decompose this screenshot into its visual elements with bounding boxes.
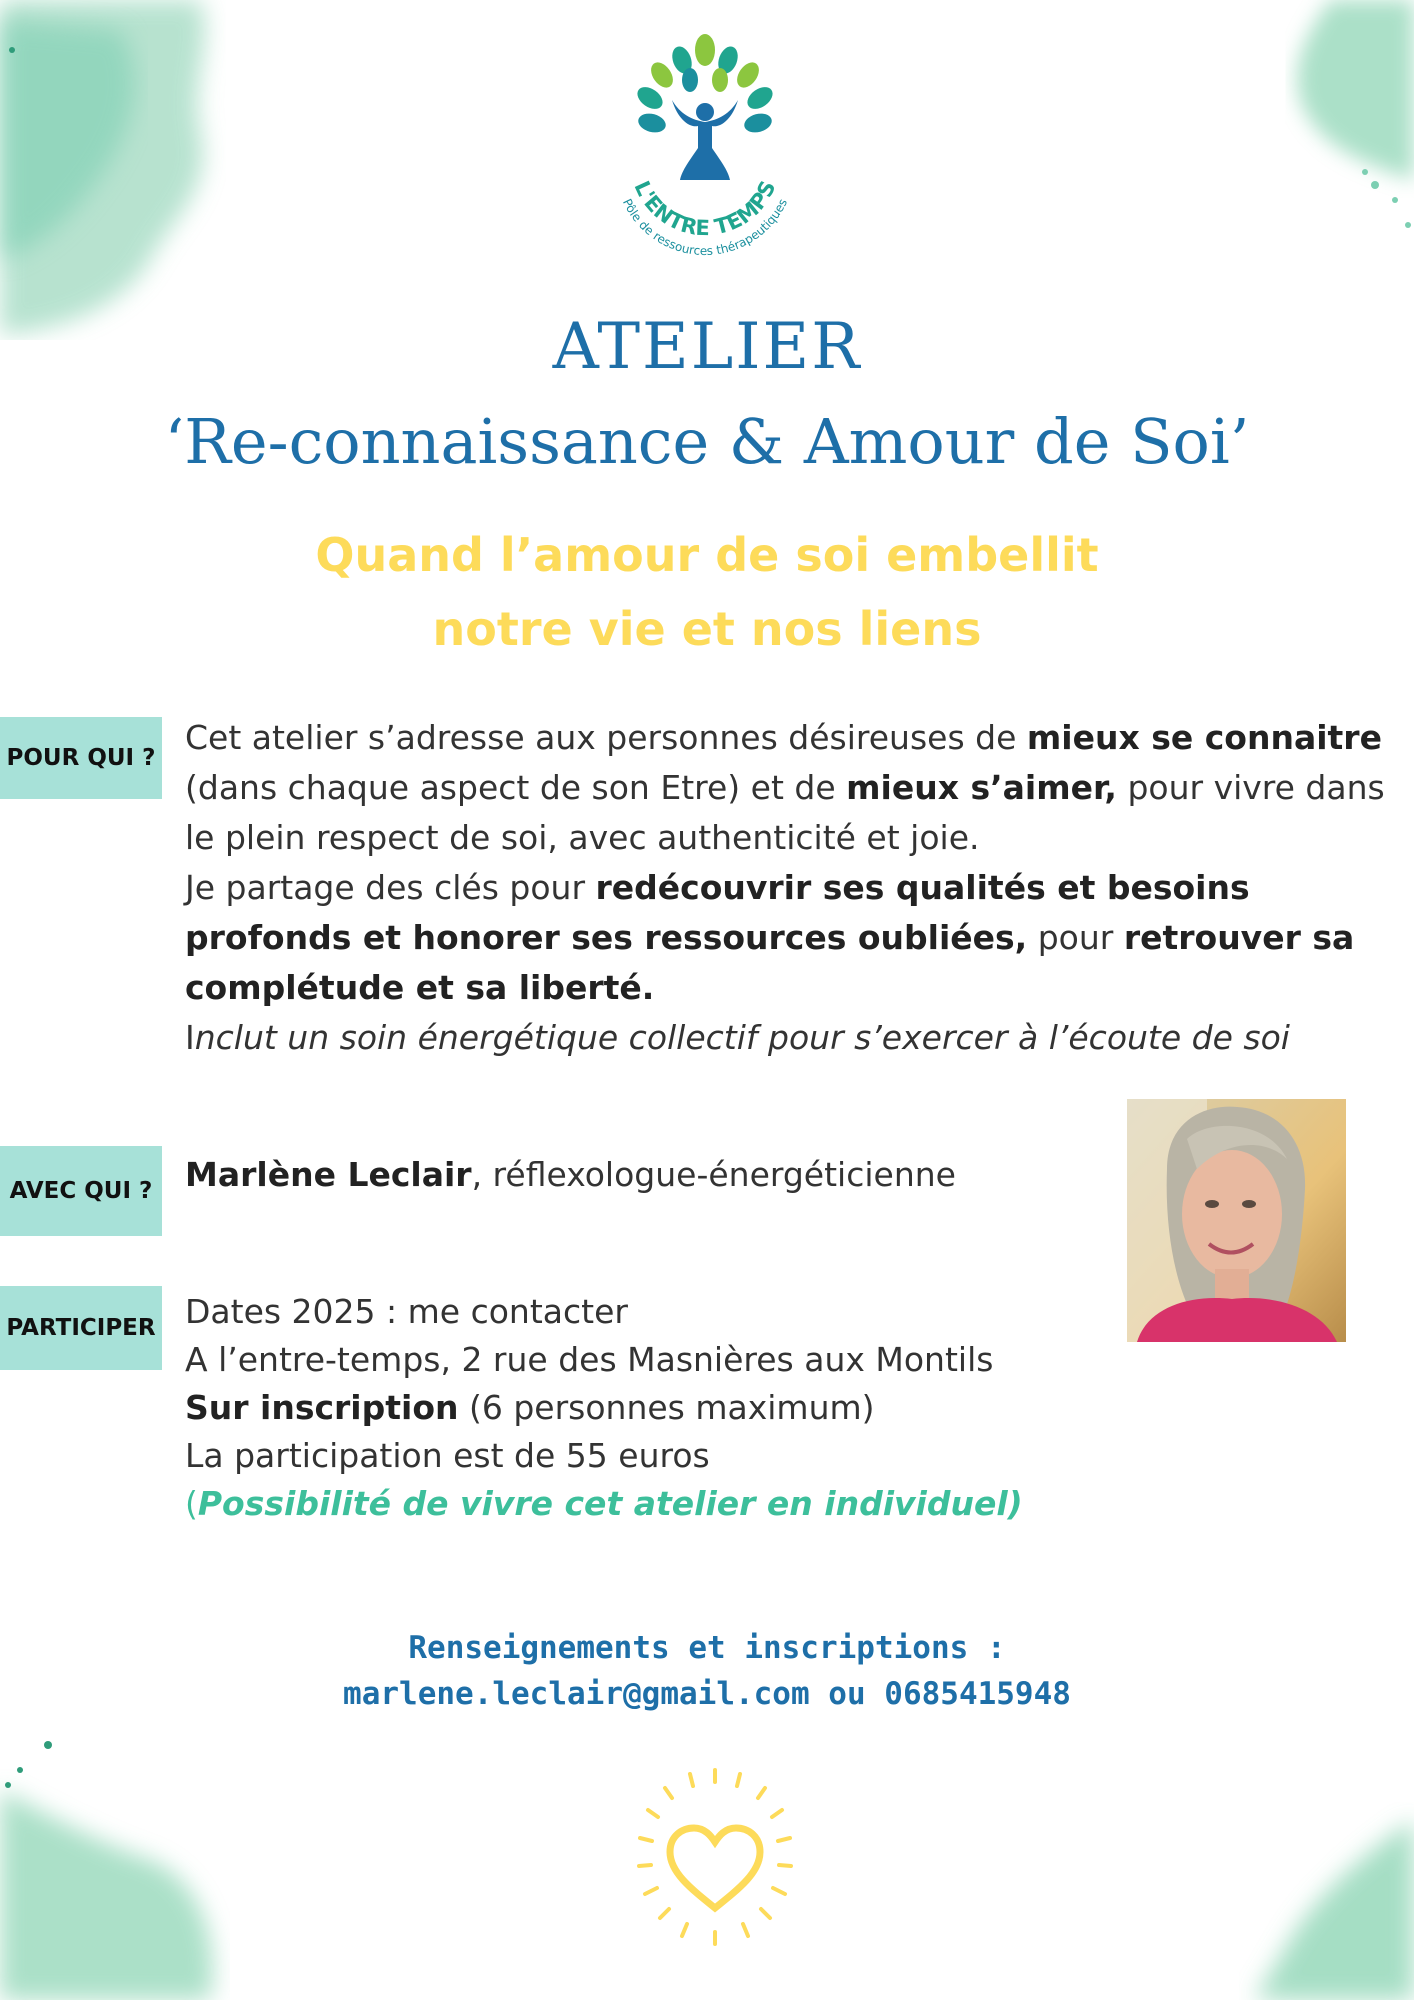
subtitle [0, 518, 1414, 666]
tag-pour-qui: POUR QUI ? [0, 717, 162, 799]
pour-qui-text-4: Je partage des clés pour [185, 868, 596, 907]
participer-dates: Dates 2025 : me contacter [185, 1292, 628, 1331]
watercolor-bottom-left [0, 1730, 230, 2000]
individual-option: Possibilité de vivre cet atelier en individuel) [197, 1484, 1023, 1523]
title-atelier: ATELIER [552, 310, 862, 384]
pour-qui-text-5: pour [1027, 918, 1124, 957]
participer-inscription [185, 1384, 1385, 1432]
watercolor-bottom-right [1200, 1800, 1414, 2000]
contact-block [0, 1625, 1414, 1717]
subtitle-line-2: notre vie et nos liens [432, 602, 982, 656]
pour-qui-text-2: (dans chaque aspect de son Etre) et de [185, 768, 847, 807]
participer-price: La participation est de 55 euros [185, 1436, 710, 1475]
contact-details[interactable]: marlene.leclair@gmail.com ou 0685415948 [343, 1676, 1071, 1712]
heart-icon [610, 1760, 820, 1960]
tag-participer: PARTICIPER [0, 1286, 162, 1370]
pour-qui-bold-3: redécouvrir ses qualités et besoins profonds et honorer ses ressources oubliées, [185, 868, 1250, 957]
pour-qui-bold-4: retrouver sa complétude et sa liberté. [185, 918, 1355, 1007]
pour-qui-text-6: I [185, 1018, 195, 1057]
pour-qui-text-1: Cet atelier s’adresse aux personnes désireuses de [185, 718, 1027, 757]
pour-qui-bold-1: mieux se connaitre [1026, 718, 1382, 757]
title-workshop-name: ‘Re-connaissance & Amour de Soi’ [164, 405, 1250, 478]
entre-temps-logo [590, 30, 820, 260]
pour-qui-text-3: pour vivre dans le plein respect de soi, avec authenticité et joie. [185, 768, 1385, 857]
subtitle-line-1: Quand l’amour de soi embellit [315, 528, 1099, 582]
facilitator-role: , réflexologue-énergéticienne [471, 1155, 956, 1194]
participer-text [185, 1288, 1385, 1528]
inscription-rest: (6 personnes maximum) [458, 1388, 875, 1427]
tag-avec-qui: AVEC QUI ? [0, 1146, 162, 1236]
facilitator-name: Marlène Leclair [185, 1155, 472, 1194]
watercolor-top-right [1270, 0, 1414, 250]
inscription-bold: Sur inscription [185, 1388, 459, 1427]
pour-qui-text [185, 713, 1385, 1063]
paren-open: ( [185, 1484, 198, 1523]
contact-heading: Renseignements et inscriptions : [408, 1630, 1006, 1666]
participer-individual [185, 1480, 1385, 1528]
participer-address: A l’entre-temps, 2 rue des Masnières aux Montils [185, 1340, 994, 1379]
watercolor-top-left [0, 0, 230, 340]
logo-name: L'ENTRE TEMPS [629, 177, 781, 241]
pour-qui-bold-2: mieux s’aimer, [846, 768, 1117, 807]
logo-tagline: Pôle de ressources thérapeutiques [619, 196, 791, 259]
pour-qui-italic: nclut un soin énergétique collectif pour s’exercer à l’écoute de soi [194, 1018, 1290, 1057]
